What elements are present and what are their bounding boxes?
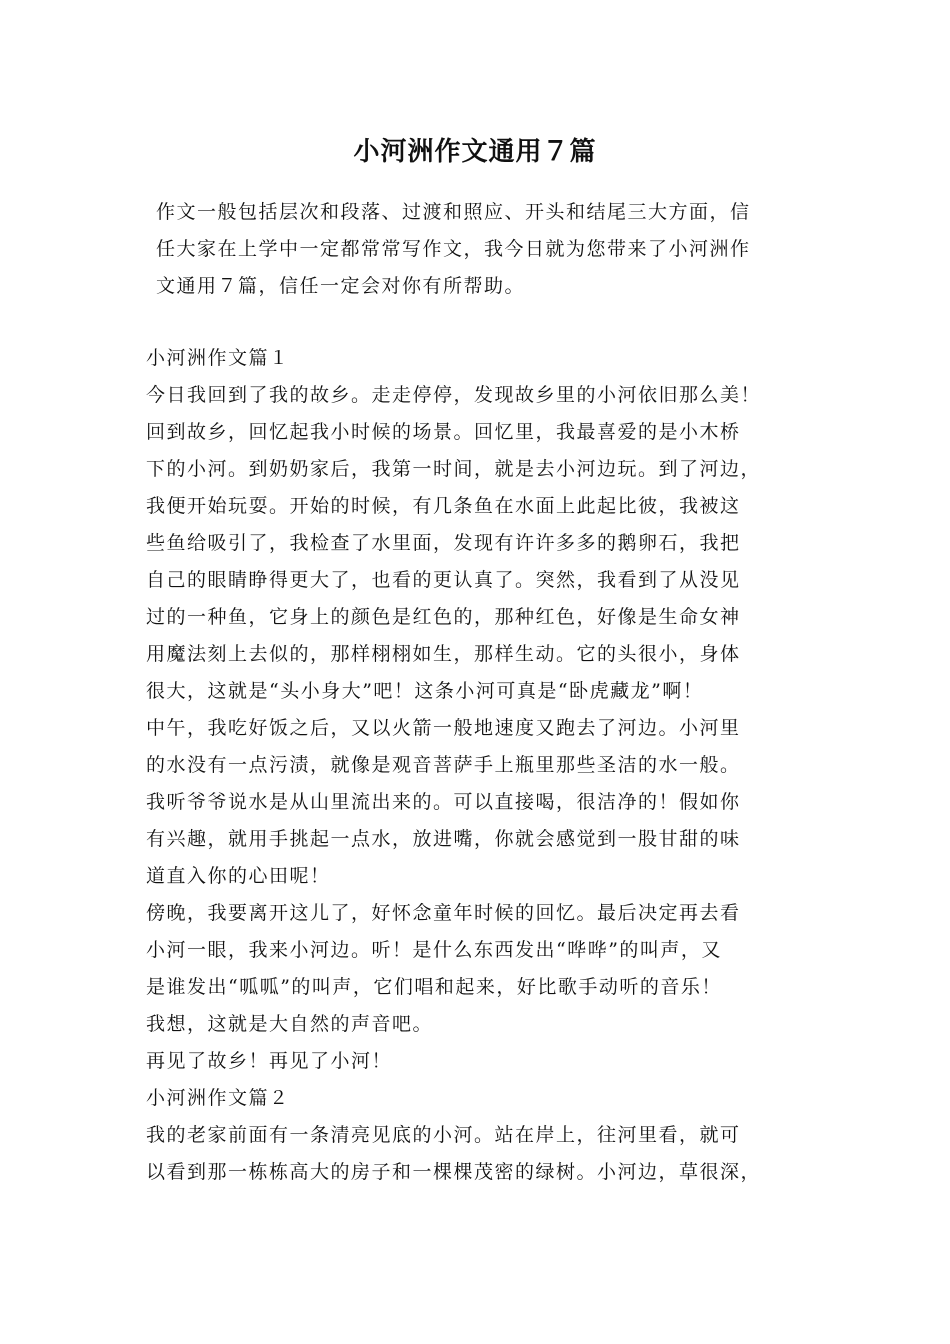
body-line: 中午，我吃好饭之后，又以火箭一般地速度又跑去了河边。小河里 bbox=[146, 717, 741, 739]
body-line: 我听爷爷说水是从山里流出来的。可以直接喝，很洁净的！假如你 bbox=[146, 791, 741, 813]
body-line: 今日我回到了我的故乡。走走停停，发现故乡里的小河依旧那么美！ bbox=[146, 384, 762, 406]
body-line: 我便开始玩耍。开始的时候，有几条鱼在水面上此起比彼，我被这 bbox=[146, 495, 741, 517]
body-line: 很大，这就是“头小身大”吧！这条小河可真是“卧虎藏龙”啊！ bbox=[146, 680, 704, 702]
body-line: 回到故乡，回忆起我小时候的场景。回忆里，我最喜爱的是小木桥 bbox=[146, 421, 741, 443]
section-heading: 小河洲作文篇１ bbox=[146, 347, 290, 369]
body-line: 的水没有一点污渍，就像是观音菩萨手上瓶里那些圣洁的水一般。 bbox=[146, 754, 741, 776]
intro-line: 任大家在上学中一定都常常写作文，我今日就为您带来了小河洲作 bbox=[156, 238, 751, 260]
body-line: 再见了故乡！再见了小河！ bbox=[146, 1050, 393, 1072]
body-line: 些鱼给吸引了，我检查了水里面，发现有许许多多的鹅卵石，我把 bbox=[146, 532, 741, 554]
body-line: 有兴趣，就用手挑起一点水，放进嘴，你就会感觉到一股甘甜的味 bbox=[146, 828, 741, 850]
body-line: 用魔法刻上去似的，那样栩栩如生，那样生动。它的头很小，身体 bbox=[146, 643, 741, 665]
body-line: 过的一种鱼，它身上的颜色是红色的，那种红色，好像是生命女神 bbox=[146, 606, 741, 628]
section-heading: 小河洲作文篇２ bbox=[146, 1087, 290, 1109]
document-body bbox=[146, 340, 832, 1191]
body-line: 下的小河。到奶奶家后，我第一时间，就是去小河边玩。到了河边， bbox=[146, 458, 762, 480]
body-line: 傍晚，我要离开这儿了，好怀念童年时候的回忆。最后决定再去看 bbox=[146, 902, 741, 924]
document-title: 小河洲作文通用７篇 bbox=[353, 137, 597, 167]
intro-line: 文通用７篇，信任一定会对你有所帮助。 bbox=[156, 275, 526, 297]
body-line: 是谁发出“呱呱”的叫声，它们唱和起来，好比歌手动听的音乐！ bbox=[146, 976, 722, 998]
body-line: 自己的眼睛睁得更大了，也看的更认真了。突然，我看到了从没见 bbox=[146, 569, 741, 591]
body-line: 小河一眼，我来小河边。听！是什么东西发出“哗哗”的叫声，又 bbox=[146, 939, 722, 961]
body-line: 我想，这就是大自然的声音吧。 bbox=[146, 1013, 434, 1035]
intro-line: 作文一般包括层次和段落、过渡和照应、开头和结尾三大方面，信 bbox=[156, 201, 751, 223]
body-line: 道直入你的心田呢！ bbox=[146, 865, 331, 887]
body-line: 以看到那一栋栋高大的房子和一棵棵茂密的绿树。小河边，草很深， bbox=[146, 1161, 762, 1183]
body-line: 我的老家前面有一条清亮见底的小河。站在岸上，往河里看，就可 bbox=[146, 1124, 741, 1146]
intro-paragraph bbox=[146, 194, 814, 305]
